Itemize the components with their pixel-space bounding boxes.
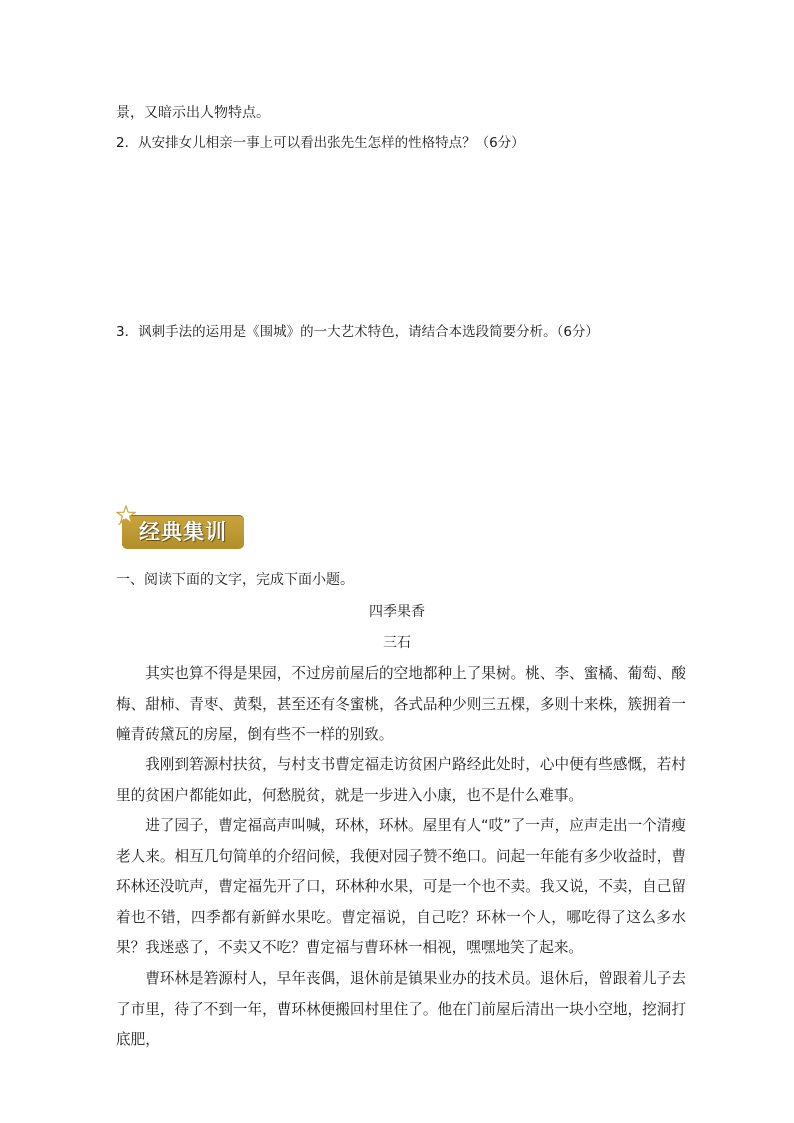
article-author: 三石 <box>383 635 411 651</box>
section-instruction: 一、阅读下面的文字，完成下面小题。 <box>116 572 354 588</box>
star-icon <box>116 505 136 525</box>
section-banner <box>116 505 248 553</box>
question-3: 3．讽刺手法的运用是《围城》的一大艺术特色，请结合本选段简要分析。（6分） <box>116 324 599 340</box>
paragraph-1: 其实也算不得是果园，不过房前屋后的空地都种上了果树。桃、李、蜜橘、葡萄、酸梅、甜柿、青枣、黄梨，甚至还有冬蜜桃，各式品种少则三五棵，多则十来株，簇拥着一幢青砖黛瓦的房屋，倒有些不一样的别致。 <box>116 665 686 743</box>
article-title: 四季果香 <box>369 604 425 620</box>
paragraph-3: 进了园子，曹定福高声叫喊，环林，环林。屋里有人“哎”了一声，应声走出一个清瘦老人来。相互几句简单的介绍问候，我便对园子赞不绝口。问起一年能有多少收益时，曹环林还没吭声，曹定福先开了口，环林种水果，可是一个也不卖。我又说，不卖，自己留着也不错，四季都有新鲜水果吃。曹定福说，自己吃？环林一个人，哪吃得了这么多水果？我迷惑了，不卖又不吃？曹定福与曹环林一相视，嘿嘿地笑了起来。 <box>116 817 686 956</box>
question-2: 2．从安排女儿相亲一事上可以看出张先生怎样的性格特点？（6分） <box>116 135 525 151</box>
paragraph-4: 曹环林是箬源村人，早年丧偶，退休前是镇果业办的技术员。退休后，曾跟着儿子去了市里，待了不到一年，曹环林便搬回村里住了。他在门前屋后清出一块小空地，挖洞打底肥， <box>116 970 686 1048</box>
answer-continuation: 景，又暗示出人物特点。 <box>116 105 270 121</box>
paragraph-2: 我刚到箬源村扶贫，与村支书曹定福走访贫困户路经此处时，心中便有些感慨，若村里的贫困户都能如此，何愁脱贫，就是一步进入小康，也不是什么难事。 <box>116 756 686 804</box>
banner-label: 经典集训 <box>139 520 227 544</box>
